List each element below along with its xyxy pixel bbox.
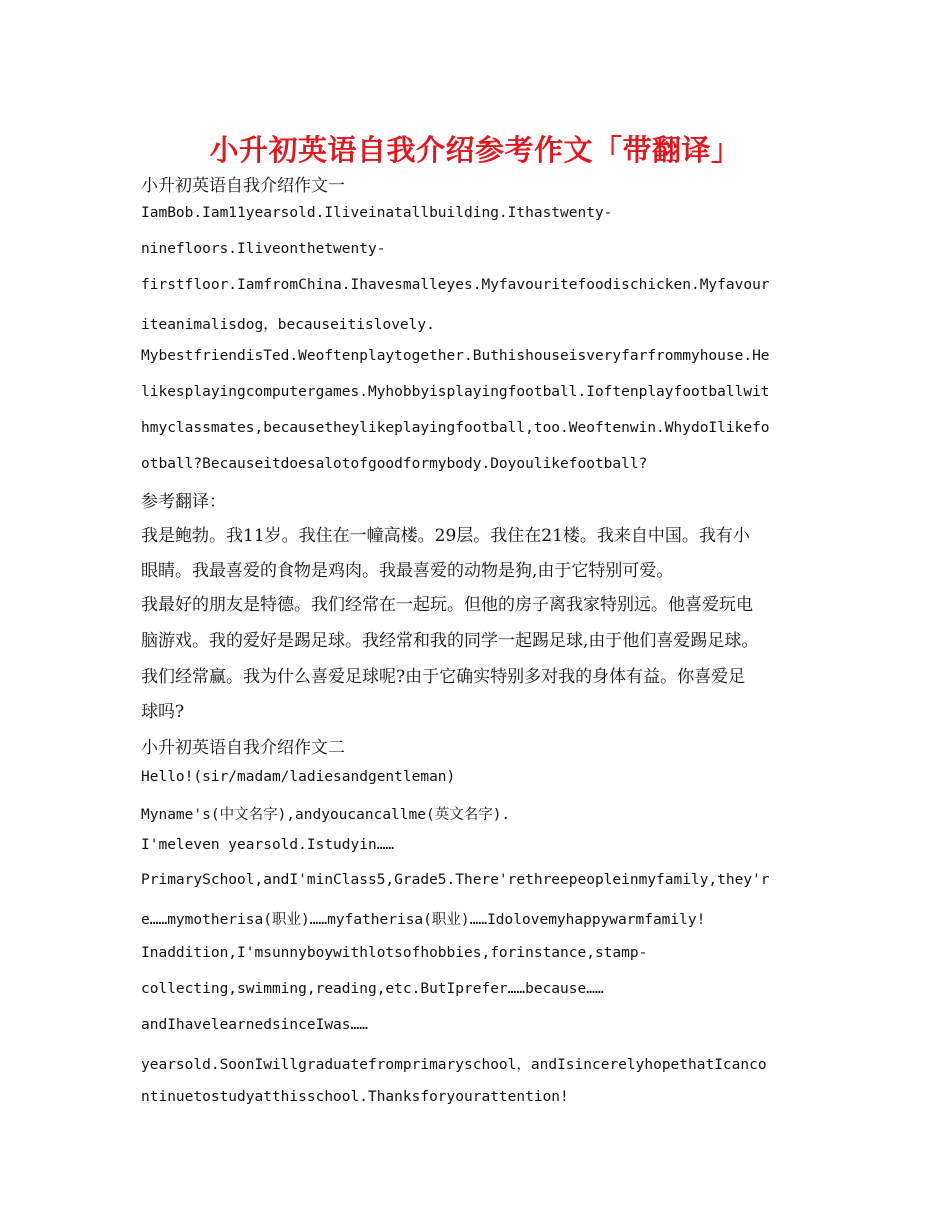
text-line: 脑游戏。我的爱好是踢足球。我经常和我的同学一起踢足球,由于他们喜爱踢足球。	[141, 631, 759, 651]
text-line: IamBob.Iam11yearsold.Iliveinatallbuilding.Ithastwenty-	[141, 205, 613, 221]
text-line: 我是鲍勃。我11岁。我住在一幢高楼。29层。我住在21楼。我来自中国。我有小	[141, 526, 750, 546]
text-line: 我最好的朋友是特德。我们经常在一起玩。但他的房子离我家特别远。他喜爱玩电	[141, 595, 753, 615]
text-line: otball?Becauseitdoesalotofgoodformybody.Doyoulikefootball?	[141, 456, 648, 472]
text-line: 我们经常赢。我为什么喜爱足球呢?由于它确实特别多对我的身体有益。你喜爱足	[141, 667, 746, 687]
text-line: iteanimalisdog，becauseitislovely.	[141, 317, 435, 333]
text-line: andIhavelearnedsinceIwas……	[141, 1017, 368, 1033]
text-line: firstfloor.IamfromChina.Ihavesmalleyes.Myfavouritefoodischicken.Myfavour	[141, 277, 770, 293]
text-line: yearsold.SoonIwillgraduatefromprimaryschool，andIsincerelyhopethatIcanco	[141, 1057, 767, 1073]
section-heading-1: 小升初英语自我介绍作文一	[141, 176, 345, 196]
document-title: 小升初英语自我介绍参考作文「带翻译」	[209, 133, 741, 167]
text-line: Myname's(中文名字),andyoucancallme(英文名字).	[141, 807, 511, 823]
text-line: PrimarySchool,andI'minClass5,Grade5.There'rethreepeopleinmyfamily,they'r	[141, 872, 770, 888]
text-line: 眼睛。我最喜爱的食物是鸡肉。我最喜爱的动物是狗,由于它特别可爱。	[141, 561, 674, 581]
section-heading-2: 小升初英语自我介绍作文二	[141, 738, 345, 758]
translation-heading: 参考翻译：	[141, 492, 226, 512]
text-line: e……mymotherisa(职业)……myfatherisa(职业)……Idolovemyhappywarmfamily!	[141, 912, 706, 928]
text-line: likesplayingcomputergames.Myhobbyisplayingfootball.Ioftenplayfootballwit	[141, 384, 770, 400]
text-line: 球吗?	[141, 702, 185, 722]
text-line: ntinuetostudyatthisschool.Thanksforyourattention!	[141, 1089, 569, 1105]
text-line: Inaddition,I'msunnyboywithlotsofhobbies,forinstance,stamp-	[141, 945, 648, 961]
text-line: hmyclassmates,becausetheylikeplayingfootball,too.Weoftenwin.WhydoIlikefo	[141, 420, 770, 436]
text-line: I'meleven yearsold.Istudyin……	[141, 837, 395, 853]
text-line: ninefloors.Iliveonthetwenty-	[141, 241, 386, 257]
text-line: MybestfriendisTed.Weoftenplaytogether.Buthishouseisveryfarfrommyhouse.He	[141, 348, 770, 364]
text-line: Hello!(sir/madam/ladiesandgentleman)	[141, 769, 456, 785]
text-line: collecting,swimming,reading,etc.ButIprefer……because……	[141, 981, 604, 997]
